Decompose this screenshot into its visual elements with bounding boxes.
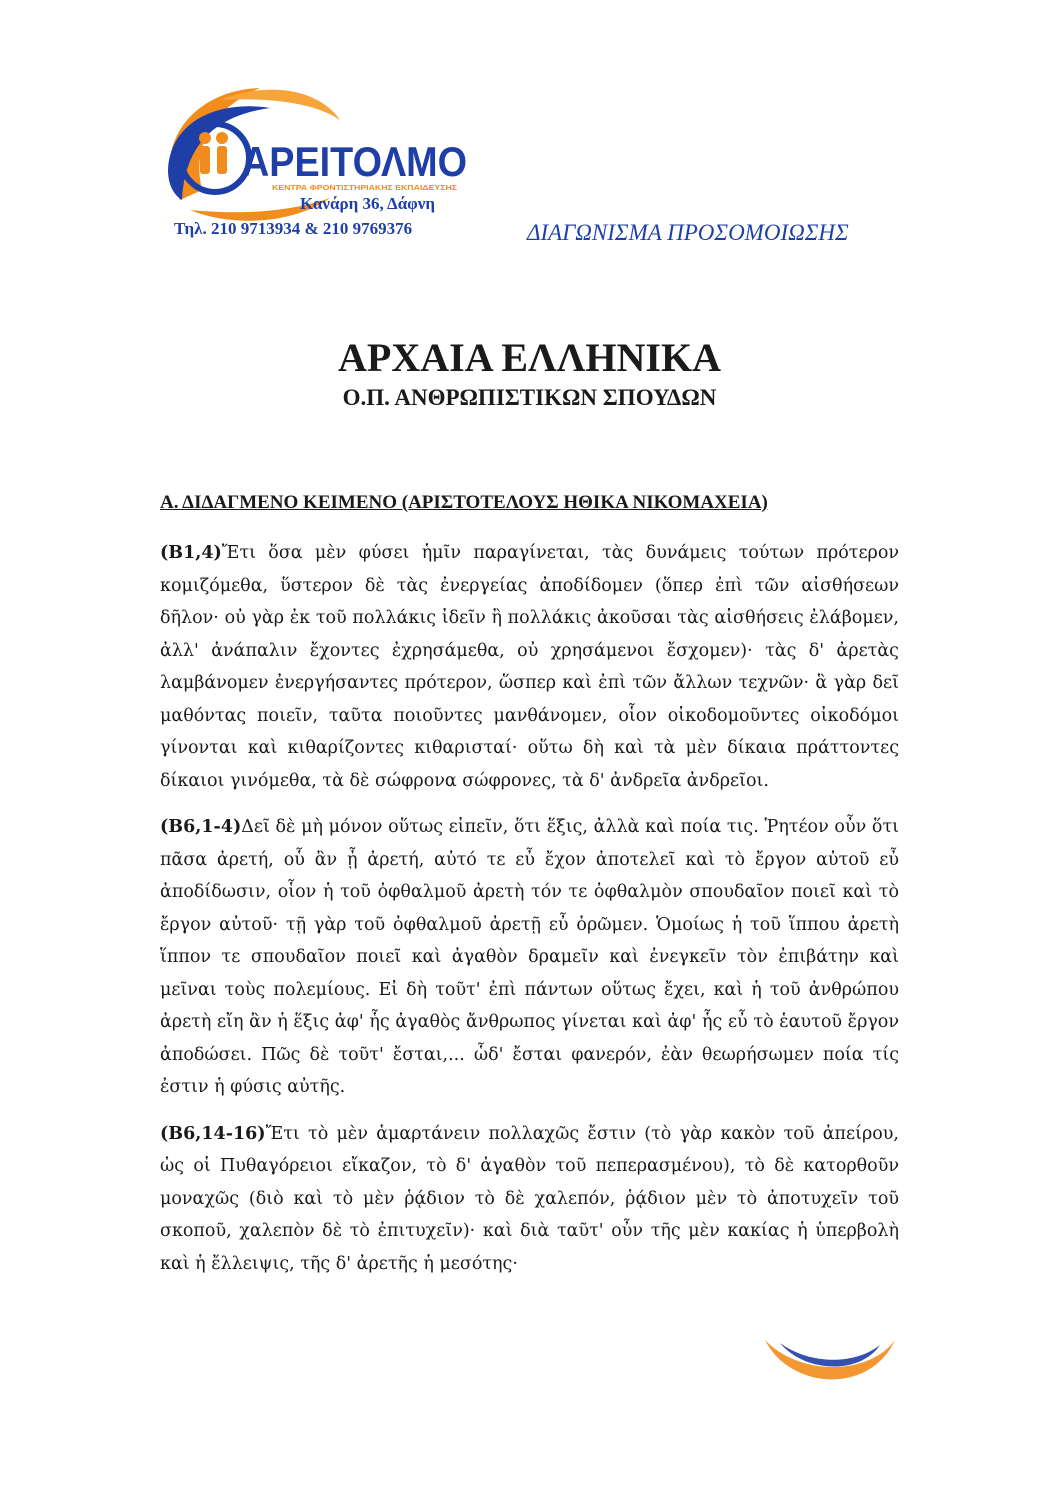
passage-text: Ἔτι ὅσα μὲν φύσει ἡμῖν παραγίνεται, τὰς δυνάμεις τούτων πρότερον κομιζόμεθα, ὕστερον δὲ τὰς ἐνεργείας ἀποδίδομεν (ὅπερ ἐπὶ τῶν αἰσθήσεων δῆλον· οὐ γὰρ ἐκ τοῦ πολλάκις ἰδεῖν ἢ πολλάκις ἀκοῦσαι τὰς αἰσθήσεις ἐλάβομεν, ἀλλ' ἀνάπαλιν ἔχοντες ἐχρησάμεθα, οὐ χρησάμενοι ἔσχομεν)· τὰς δ' ἀρετὰς λαμβάνομεν ἐνεργήσαντες πρότερον, ὥσπερ καὶ ἐπὶ τῶν ἄλλων τεχνῶν· ἃ γὰρ δεῖ μαθόντας ποιεῖν, ταῦτα ποιοῦντες μανθάνομεν, οἷον οἰκοδομοῦντες οἰκοδόμοι γίνονται καὶ κιθαρίζοντες κιθαρισταί· οὕτω δὴ καὶ τὰ μὲν δίκαια πράττοντες δίκαιοι γινόμεθα, τὰ δὲ σώφρονα σώφρονες, τὰ δ' ἀνδρεῖα ἀνδρεῖοι. (160, 543, 899, 791)
logo-tagline: ΚΕΝΤΡΑ ΦΡΟΝΤΙΣΤΗΡΙΑΚΗΣ ΕΚΠΑΙΔΕΥΣΗΣ (272, 183, 458, 192)
exam-title: ΔΙΑΓΩΝΙΣΜΑ ΠΡΟΣΟΜΟΙΩΣΗΣ (527, 220, 849, 245)
page-subtitle: Ο.Π. ΑΝΘΡΩΠΙΣΤΙΚΩΝ ΣΠΟΥΔΩΝ (342, 385, 717, 410)
passage-ref: (Β1,4) (160, 543, 222, 563)
two-people-logo-icon (199, 132, 228, 174)
passage-text: Ἔτι τὸ μὲν ἁμαρτάνειν πολλαχῶς ἔστιν (τὸ γὰρ κακὸν τοῦ ἀπείρου, ὡς οἱ Πυθαγόρειοι εἴκαζον, τὸ δ' ἀγαθὸν τοῦ πεπερασμένου), τὸ δὲ κατορθοῦν μοναχῶς (διὸ καὶ τὸ μὲν ῥᾴδιον τὸ δὲ χαλεπόν, ῥᾴδιον μὲν τὸ ἀποτυχεῖν τοῦ σκοποῦ, χαλεπὸν δὲ τὸ ἐπιτυχεῖν)· καὶ διὰ ταῦτ' οὖν τῆς μὲν κακίας ἡ ὑπερβολὴ καὶ ἡ ἔλλειψις, τῆς δ' ἀρετῆς ἡ μεσότης· (160, 1123, 899, 1274)
passage-b6-14-16 (160, 1118, 899, 1281)
passage-b1-4 (160, 537, 899, 797)
section-title: Α. ΔΙΔΑΓΜΕΝΟ ΚΕΙΜΕΝΟ (ΑΡΙΣΤΟΤΕΛΟΥΣ ΗΘΙΚΑ ΝΙΚΟΜΑΧΕΙΑ) (160, 492, 768, 513)
address: Κανάρη 36, Δάφνη (300, 194, 436, 213)
passages (160, 537, 899, 1294)
phone-numbers: Τηλ. 210 9713934 & 210 9769376 (174, 219, 413, 238)
passage-ref: (Β6,14-16) (160, 1123, 266, 1144)
passage-ref: (Β6,1-4) (160, 817, 242, 837)
watermark-swoosh (760, 1335, 900, 1395)
passage-b6-1-4 (160, 811, 899, 1104)
logo-name: ΑΡΕΙΤΟΛΜΟ (242, 138, 467, 185)
page-header (0, 0, 1059, 260)
page-title: ΑΡΧΑΙΑ ΕΛΛΗΝΙΚΑ (338, 335, 721, 380)
passage-text: Δεῖ δὲ μὴ μόνον οὕτως εἰπεῖν, ὅτι ἕξις, ἀλλὰ καὶ ποία τις. Ῥητέον οὖν ὅτι πᾶσα ἀρετή, οὗ ἂν ᾖ ἀρετή, αὐτό τε εὖ ἔχον ἀποτελεῖ καὶ τὸ ἔργον αὐτοῦ εὖ ἀποδίδωσιν, οἷον ἡ τοῦ ὀφθαλμοῦ ἀρετὴ τόν τε ὀφθαλμὸν σπουδαῖον ποιεῖ καὶ τὸ ἔργον αὐτοῦ· τῇ γὰρ τοῦ ὀφθαλμοῦ ἀρετῇ εὖ ὁρῶμεν. Ὁμοίως ἡ τοῦ ἵππου ἀρετὴ ἵππον τε σπουδαῖον ποιεῖ καὶ ἀγαθὸν δραμεῖν καὶ ἐνεγκεῖν τὸν ἐπιβάτην καὶ μεῖναι τοὺς πολεμίους. Εἰ δὴ τοῦτ' ἐπὶ πάντων οὕτως ἔχει, καὶ ἡ τοῦ ἀνθρώπου ἀρετὴ εἴη ἂν ἡ ἕξις ἀφ' ἧς ἀγαθὸς ἄνθρωπος γίνεται καὶ ἀφ' ἧς εὖ τὸ ἑαυτοῦ ἔργον ἀποδώσει. Πῶς δὲ τοῦτ' ἔσται,... ὧδ' ἔσται φανερόν, ἐὰν θεωρήσωμεν ποία τίς ἐστιν ἡ φύσις αὐτῆς. (160, 817, 899, 1097)
